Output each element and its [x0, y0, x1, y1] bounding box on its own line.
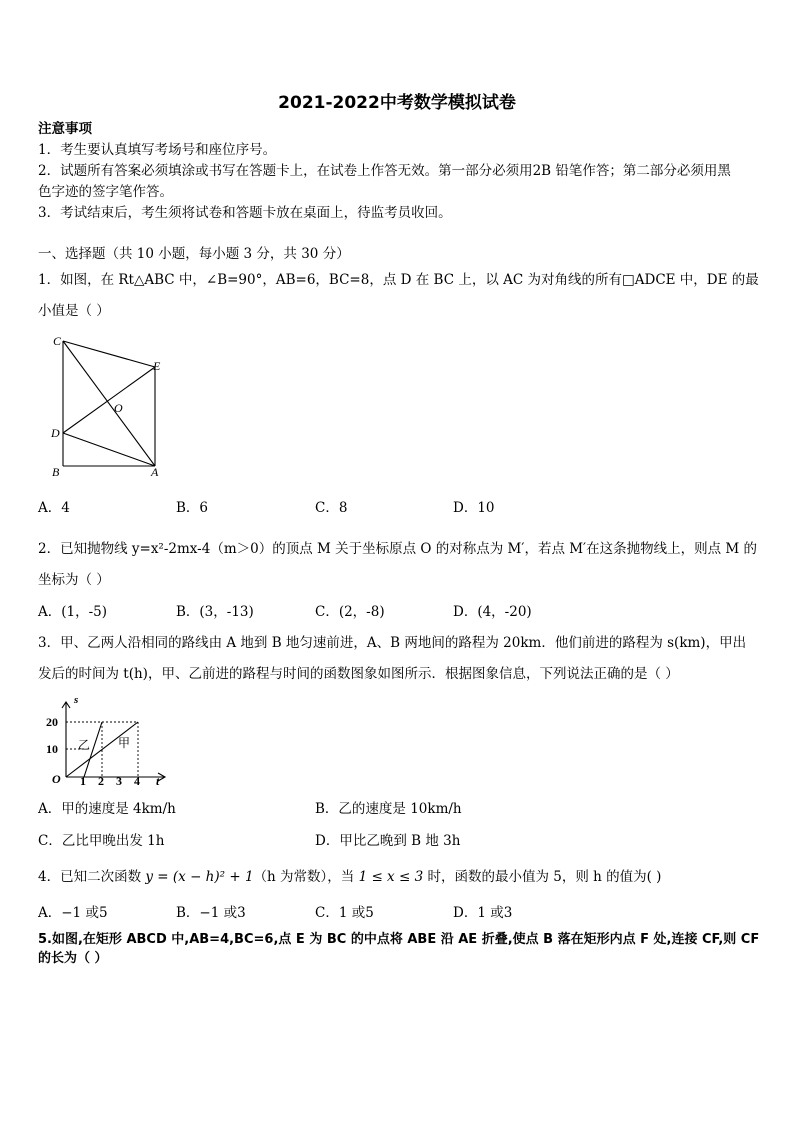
q2-option-c[interactable]: C．(2，-8): [315, 604, 385, 620]
notice-item: 3．考试结束后，考生须将试卷和答题卡放在桌面上，待监考员收回。: [38, 205, 452, 221]
q1-option-c[interactable]: C．8: [315, 500, 348, 516]
q1-label-b: B: [52, 465, 60, 479]
q1-label-d: D: [51, 426, 60, 440]
q3-option-b[interactable]: B．乙的速度是 10km/h: [315, 801, 462, 817]
q3-option-c[interactable]: C．乙比甲晚出发 1h: [38, 833, 165, 849]
q3-option-d[interactable]: D．甲比乙晚到 B 地 3h: [315, 833, 461, 849]
notice-item: 1．考生要认真填写考场号和座位序号。: [38, 142, 277, 158]
q4-mid: （h 为常数），当: [253, 869, 359, 885]
q5-text-line2: 的长为（ ）: [38, 951, 108, 966]
q3-label-jia: 甲: [118, 736, 131, 750]
q3-label-yi: 乙: [78, 738, 91, 752]
q2-text-line1: 2．已知抛物线 y=x²-2mx-4（m＞0）的顶点 M 关于坐标原点 O 的对称点为 M′，若点 M′在这条抛物线上，则点 M 的: [38, 541, 758, 557]
q3-ytick-10: 10: [46, 742, 58, 756]
q4-range: 1 ≤ x ≤ 3: [358, 869, 424, 885]
q1-label-c: C: [53, 334, 62, 348]
q1-text-line2: 小值是（ ）: [38, 303, 110, 319]
q3-graph: [40, 697, 175, 789]
q4-prefix: 4．已知二次函数: [38, 869, 146, 885]
q1-option-a[interactable]: A．4: [38, 500, 70, 516]
q3-xtick-4: 4: [134, 774, 140, 788]
q1-text-line1: 1．如图，在 Rt△ABC 中，∠B=90°，AB=6，BC=8，点 D 在 BC 上，以 AC 为对角线的所有□ADCE 中，DE 的最: [38, 272, 759, 288]
q3-axis-s: s: [74, 697, 79, 706]
q3-text-line2: 发后的时间为 t(h)，甲、乙前进的路程与时间的函数图象如图所示．根据图象信息，下列说法正确的是（ ）: [38, 666, 679, 682]
q4-option-d[interactable]: D．1 或3: [453, 905, 513, 921]
q5-text-line1: 5.如图,在矩形 ABCD 中,AB=4,BC=6,点 E 为 BC 的中点将 ABE 沿 AE 折叠,使点 B 落在矩形内点 F 处,连接 CF,则 CF: [38, 932, 760, 947]
q3-axis-t: t: [156, 774, 160, 788]
q3-xtick-1: 1: [80, 774, 86, 788]
section-heading: 一、选择题（共 10 小题，每小题 3 分，共 30 分）: [38, 246, 350, 262]
q4-suffix: 时，函数的最小值为 5，则 h 的值为( ): [423, 869, 662, 885]
notice-item: 色字迹的签字笔作答。: [38, 184, 173, 200]
q3-xtick-3: 3: [116, 774, 122, 788]
q3-text-line1: 3．甲、乙两人沿相同的路线由 A 地到 B 地匀速前进，A、B 两地间的路程为 20km．他们前进的路程为 s(km)，甲出: [38, 635, 747, 651]
q1-label-o: O: [114, 401, 123, 415]
q4-text: [38, 868, 661, 886]
q3-origin: O: [52, 772, 61, 786]
q1-figure: [45, 333, 175, 481]
q1-label-e: E: [153, 359, 161, 373]
q3-xtick-2: 2: [98, 774, 104, 788]
q3-option-a[interactable]: A．甲的速度是 4km/h: [38, 801, 176, 817]
q2-option-a[interactable]: A．(1，-5): [38, 604, 108, 620]
q1-option-b[interactable]: B．6: [176, 500, 209, 516]
notice-item: 2．试题所有答案必须填涂或书写在答题卡上，在试卷上作答无效。第一部分必须用2B 铅笔作答；第二部分必须用黑: [38, 163, 731, 179]
q2-option-b[interactable]: B．(3，-13): [176, 604, 254, 620]
q4-option-c[interactable]: C．1 或5: [315, 905, 374, 921]
q2-option-d[interactable]: D．(4，-20): [453, 604, 532, 620]
q1-label-a: A: [151, 465, 159, 479]
q2-text-line2: 坐标为（ ）: [38, 572, 110, 588]
q4-formula: y = (x − h)² + 1: [145, 869, 254, 885]
notice-heading: 注意事项: [38, 121, 92, 137]
q3-ytick-20: 20: [46, 715, 58, 729]
q4-option-b[interactable]: B．−1 或3: [176, 905, 246, 921]
page-title: 2021-2022中考数学模拟试卷: [278, 93, 516, 113]
q1-option-d[interactable]: D．10: [453, 500, 495, 516]
q4-option-a[interactable]: A．−1 或5: [38, 905, 108, 921]
